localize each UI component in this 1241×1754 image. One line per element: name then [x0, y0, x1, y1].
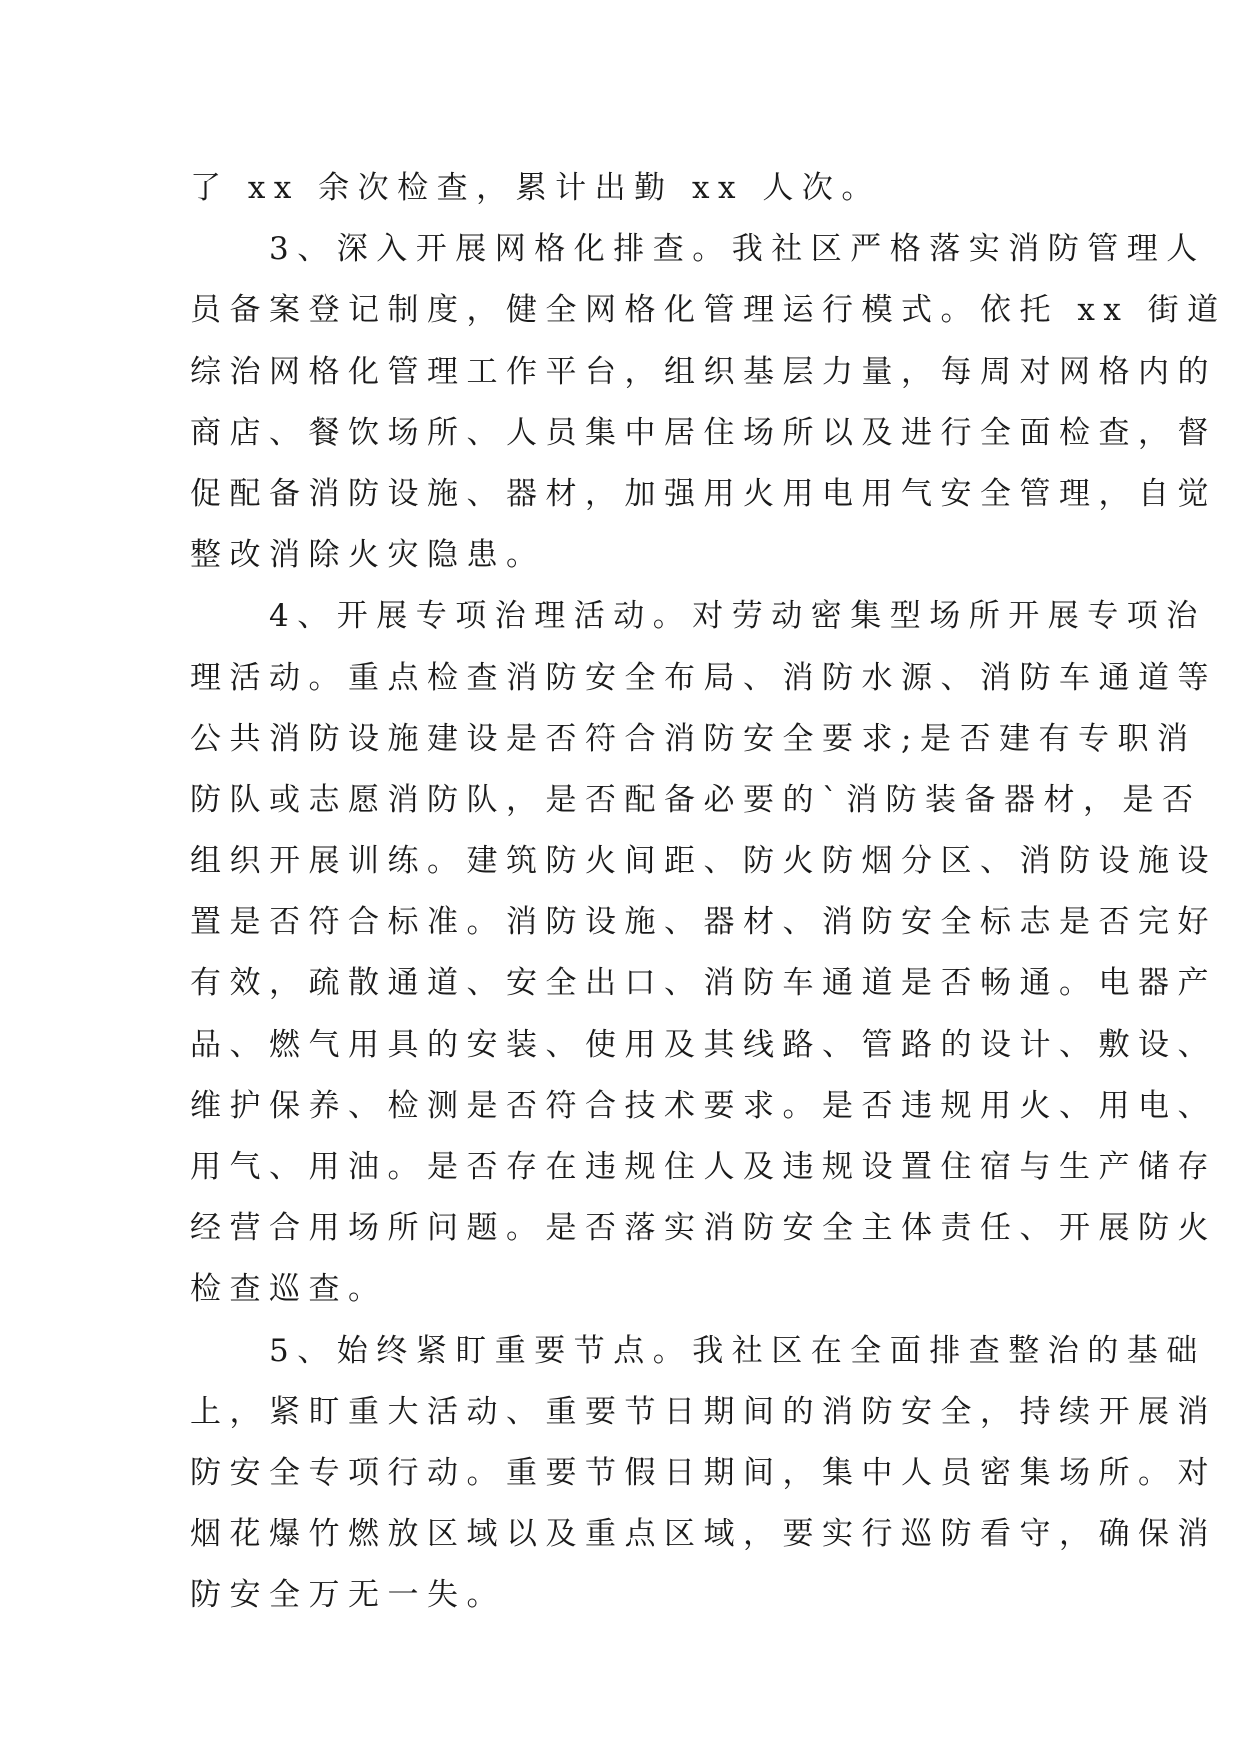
text-line: 置是否符合标准。消防设施、器材、消防安全标志是否完好	[190, 904, 1217, 941]
text-line: 防安全专项行动。重要节假日期间，集中人员密集场所。对	[190, 1454, 1217, 1491]
text-line: 商店、餐饮场所、人员集中居住场所以及进行全面检查，督	[190, 414, 1217, 451]
text-line: 烟花爆竹燃放区域以及重点区域，要实行巡防看守，确保消	[190, 1516, 1217, 1553]
text-line: 理活动。重点检查消防安全布局、消防水源、消防车通道等	[190, 659, 1217, 696]
text-line: 促配备消防设施、器材，加强用火用电用气安全管理，自觉	[190, 475, 1217, 512]
text-line: 上，紧盯重大活动、重要节日期间的消防安全，持续开展消	[190, 1393, 1217, 1430]
document-page	[190, 158, 1227, 1627]
text-line: 4、开展专项治理活动。对劳动密集型场所开展专项治	[190, 598, 1206, 635]
text-line: 检查巡查。	[190, 1271, 388, 1308]
text-line: 整改消除火灾隐患。	[190, 537, 546, 574]
text-line: 防队或志愿消防队，是否配备必要的`消防装备器材，是否	[190, 781, 1202, 818]
text-line: 防安全万无一失。	[190, 1577, 506, 1614]
text-line: 员备案登记制度，健全网格化管理运行模式。依托 xx 街道	[190, 292, 1227, 329]
text-line: 5、始终紧盯重要节点。我社区在全面排查整治的基础	[190, 1332, 1206, 1369]
text-line: 3、深入开展网格化排查。我社区严格落实消防管理人	[190, 231, 1206, 268]
text-line: 组织开展训练。建筑防火间距、防火防烟分区、消防设施设	[190, 843, 1217, 880]
text-line: 经营合用场所问题。是否落实消防安全主体责任、开展防火	[190, 1210, 1217, 1247]
text-line: 综治网格化管理工作平台，组织基层力量，每周对网格内的	[190, 353, 1217, 390]
text-line: 了 xx 余次检查，累计出勤 xx 人次。	[190, 170, 881, 206]
text-line: 有效，疏散通道、安全出口、消防车通道是否畅通。电器产	[190, 965, 1217, 1002]
text-line: 品、燃气用具的安装、使用及其线路、管路的设计、敷设、	[190, 1026, 1217, 1063]
text-line: 用气、用油。是否存在违规住人及违规设置住宿与生产储存	[190, 1149, 1217, 1185]
text-line: 维护保养、检测是否符合技术要求。是否违规用火、用电、	[190, 1087, 1217, 1124]
text-line: 公共消防设施建设是否符合消防安全要求;是否建有专职消	[190, 720, 1197, 757]
